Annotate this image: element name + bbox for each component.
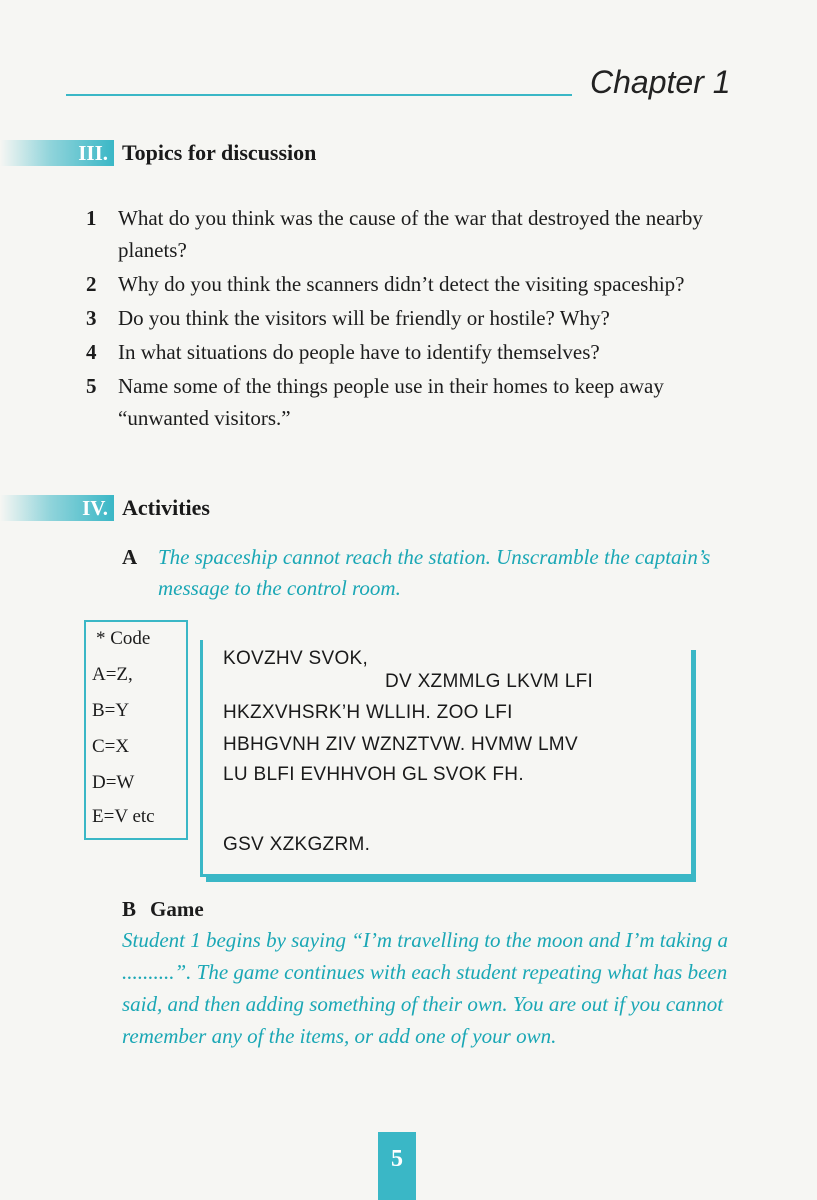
- item-text: In what situations do people have to identify themselves?: [118, 340, 600, 364]
- message-line: HKZXVHSRK’H WLLIH. ZOO LFI: [223, 702, 513, 723]
- activity-letter: A: [122, 545, 138, 569]
- code-key-line: D=W: [92, 772, 135, 793]
- item-text: Name some of the things people use in their homes to keep away “unwanted visitors.”: [118, 374, 664, 430]
- chapter-title: Chapter 1: [590, 64, 731, 100]
- item-text: Why do you think the scanners didn’t detect the visiting spaceship?: [118, 272, 685, 296]
- section-heading-topics: [0, 139, 316, 167]
- page-number: 5: [391, 1146, 403, 1172]
- message-line: LU BLFI EVHHVOH GL SVOK FH.: [223, 764, 524, 785]
- activity-title: Game: [150, 897, 204, 921]
- activity-b-instruction: Student 1 begins by saying “I’m travelling to the moon and I’m taking a ..........”. The game continues with each student repeating what has been said, and then adding something of their own. You are out if you cannot remember any of the items, or add one of your own.: [122, 928, 728, 1048]
- section-number-bar: [0, 140, 114, 166]
- activity-letter: B: [122, 897, 137, 921]
- item-text: What do you think was the cause of the war that destroyed the nearby planets?: [118, 206, 703, 262]
- item-number: 1: [86, 206, 97, 230]
- list-item: [86, 268, 746, 300]
- item-number: 5: [86, 374, 97, 398]
- message-line: KOVZHV SVOK,: [223, 648, 369, 669]
- activity-a-instruction: The spaceship cannot reach the station. Unscramble the captain’s message to the control room.: [158, 545, 711, 600]
- message-line: HBHGVNH ZIV WZNZTVW. HVMW LMV: [223, 734, 578, 755]
- code-key-title: * Code: [96, 628, 151, 649]
- activity-b-heading: [122, 894, 204, 925]
- section-title: Topics for discussion: [122, 140, 317, 165]
- list-item: [86, 336, 746, 368]
- list-item: [86, 370, 746, 434]
- code-key-box: [84, 620, 188, 840]
- item-number: 2: [86, 272, 97, 296]
- list-item: [86, 302, 746, 334]
- code-key-line: E=V etc: [92, 806, 155, 827]
- list-item: [86, 202, 746, 266]
- code-key-line: A=Z,: [92, 664, 133, 685]
- item-number: 3: [86, 306, 97, 330]
- section-number: III.: [78, 141, 108, 165]
- item-text: Do you think the visitors will be friendly or hostile? Why?: [118, 306, 610, 330]
- section-number: IV.: [82, 496, 108, 520]
- item-number: 4: [86, 340, 97, 364]
- section-number-bar: [0, 495, 114, 521]
- scrambled-message-box: [200, 640, 691, 877]
- code-key-line: B=Y: [92, 700, 130, 721]
- section-heading-activities: [0, 494, 210, 522]
- code-key-line: C=X: [92, 736, 130, 757]
- page-number-tab: [378, 1132, 416, 1200]
- message-line: DV XZMMLG LKVM LFI: [385, 671, 594, 692]
- activity-a-heading: [122, 542, 151, 573]
- chapter-rule: [66, 94, 572, 96]
- message-line: GSV XZKGZRM.: [223, 834, 371, 855]
- section-title: Activities: [122, 495, 210, 520]
- discussion-topic-list: [86, 202, 746, 436]
